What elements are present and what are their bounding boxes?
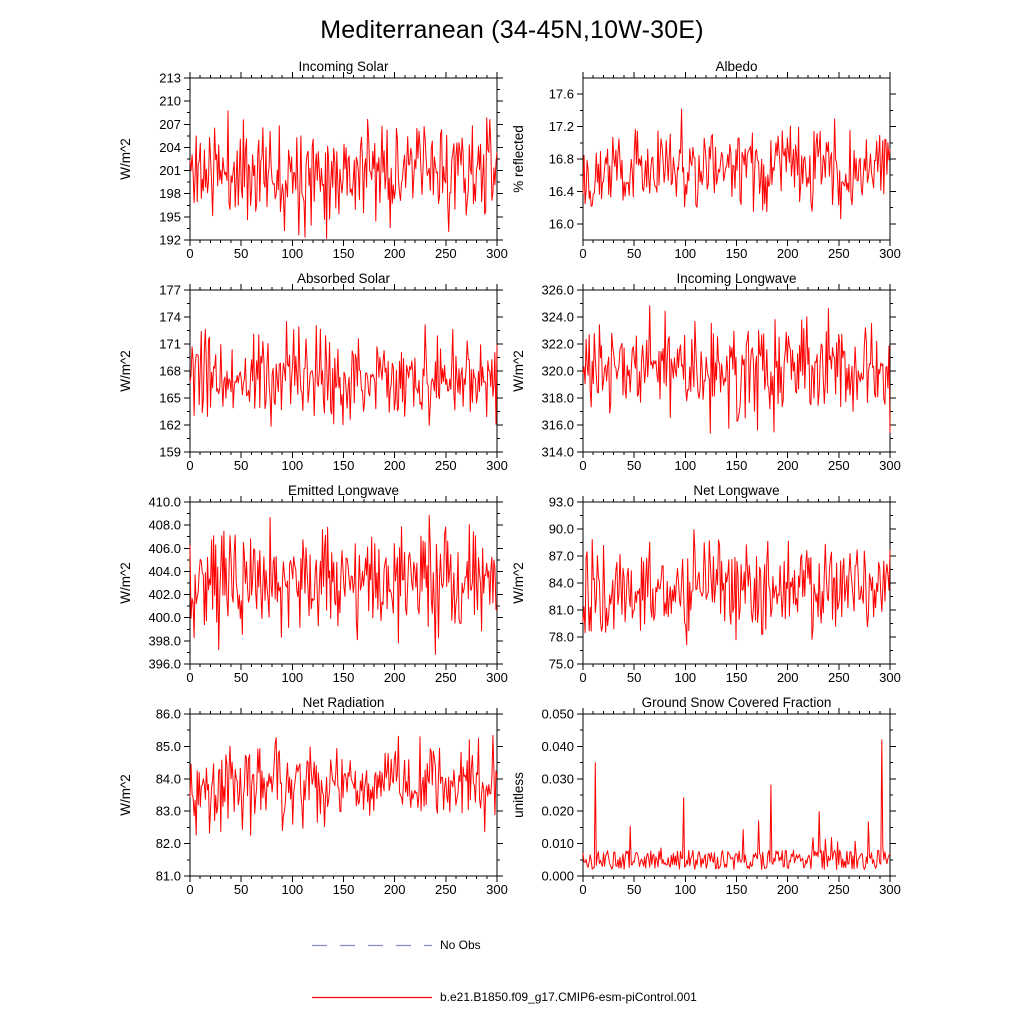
panel-absorbed-solar [112,270,527,482]
svg-text:410.0: 410.0 [148,494,181,510]
panel-title-incoming-longwave: Incoming Longwave [676,271,797,286]
svg-text:0.010: 0.010 [541,836,574,852]
svg-text:84.0: 84.0 [548,575,574,591]
y-axis-label-net-radiation: W/m^2 [118,774,133,816]
y-axis-label-incoming-longwave: W/m^2 [511,350,526,392]
plot-net-longwave [525,494,920,694]
svg-text:16.4: 16.4 [548,183,574,199]
plot-emitted-longwave [132,494,527,694]
plot-snow-fraction [525,706,920,906]
panel-title-absorbed-solar: Absorbed Solar [296,271,391,286]
figure-title: Mediterranean (34-45N,10W-30E) [320,16,704,44]
panel-incoming-longwave [505,270,920,482]
panel-incoming-solar [112,58,527,270]
panel-title-net-radiation: Net Radiation [302,695,385,710]
svg-text:100: 100 [281,246,304,261]
panel-title-snow-fraction: Ground Snow Covered Fraction [641,695,832,710]
svg-text:162: 162 [159,417,181,433]
svg-text:201: 201 [159,163,181,179]
svg-text:100: 100 [674,246,697,261]
svg-text:320.0: 320.0 [541,363,574,379]
svg-text:204: 204 [159,139,181,155]
svg-text:250: 250 [434,246,457,261]
svg-text:93.0: 93.0 [548,494,574,510]
svg-text:0: 0 [186,670,194,685]
svg-text:300: 300 [879,458,901,473]
svg-text:150: 150 [725,246,748,261]
svg-text:86.0: 86.0 [155,706,181,722]
svg-text:150: 150 [725,670,748,685]
svg-text:81.0: 81.0 [155,868,181,884]
legend-model [312,990,697,1004]
svg-text:195: 195 [159,209,181,225]
svg-text:50: 50 [233,246,249,261]
y-axis-label-absorbed-solar: W/m^2 [118,350,133,392]
svg-text:50: 50 [233,458,249,473]
svg-text:324.0: 324.0 [541,309,574,325]
svg-text:200: 200 [776,246,799,261]
svg-text:250: 250 [827,246,850,261]
svg-text:50: 50 [233,882,249,897]
svg-text:198: 198 [159,186,181,202]
legend-no-obs [312,938,481,952]
svg-text:250: 250 [434,882,457,897]
svg-text:200: 200 [383,670,406,685]
legend-model-label: b.e21.B1850.f09_g17.CMIP6-esm-piControl.001 [440,990,697,1004]
svg-text:100: 100 [281,882,304,897]
svg-text:150: 150 [332,458,355,473]
svg-text:17.6: 17.6 [548,86,574,102]
svg-text:250: 250 [434,670,457,685]
plot-incoming-longwave [525,282,920,482]
svg-text:90.0: 90.0 [548,521,574,537]
svg-text:75.0: 75.0 [548,656,574,672]
svg-text:165: 165 [159,390,181,406]
svg-text:0: 0 [579,246,587,261]
svg-text:0.020: 0.020 [541,803,574,819]
svg-text:213: 213 [159,70,181,86]
svg-text:316.0: 316.0 [541,417,574,433]
svg-text:177: 177 [159,282,181,298]
svg-text:17.2: 17.2 [548,119,574,135]
svg-text:0.000: 0.000 [541,868,574,884]
legend-no-obs-label: No Obs [440,938,481,952]
svg-text:16.8: 16.8 [548,151,574,167]
svg-text:150: 150 [725,458,748,473]
svg-text:210: 210 [159,93,181,109]
panel-emitted-longwave [112,482,527,694]
svg-text:100: 100 [674,458,697,473]
svg-text:250: 250 [827,458,850,473]
svg-text:150: 150 [332,246,355,261]
svg-text:200: 200 [383,882,406,897]
svg-text:0: 0 [186,882,194,897]
svg-text:50: 50 [626,458,642,473]
svg-text:0.050: 0.050 [541,706,574,722]
y-axis-label-emitted-longwave: W/m^2 [118,562,133,604]
svg-text:85.0: 85.0 [155,738,181,754]
panel-snow-fraction [505,694,920,906]
svg-text:100: 100 [674,670,697,685]
svg-text:200: 200 [776,458,799,473]
svg-text:318.0: 318.0 [541,390,574,406]
model-line-swatch [312,993,432,1002]
svg-text:0: 0 [186,458,194,473]
svg-text:50: 50 [626,670,642,685]
svg-text:192: 192 [159,232,181,248]
y-axis-label-net-longwave: W/m^2 [511,562,526,604]
svg-text:300: 300 [879,670,901,685]
svg-text:159: 159 [159,444,181,460]
svg-text:87.0: 87.0 [548,548,574,564]
svg-text:250: 250 [827,882,850,897]
svg-text:81.0: 81.0 [548,602,574,618]
panel-title-albedo: Albedo [715,59,758,74]
svg-text:50: 50 [626,246,642,261]
svg-text:150: 150 [725,882,748,897]
svg-text:84.0: 84.0 [155,771,181,787]
svg-text:250: 250 [827,670,850,685]
svg-text:300: 300 [879,246,901,261]
svg-text:50: 50 [233,670,249,685]
svg-text:322.0: 322.0 [541,336,574,352]
y-axis-label-snow-fraction: unitless [511,772,526,818]
svg-text:150: 150 [332,670,355,685]
y-axis-label-incoming-solar: W/m^2 [118,138,133,180]
y-axis-label-albedo: % reflected [511,125,526,193]
svg-text:400.0: 400.0 [148,610,181,626]
svg-text:300: 300 [486,246,508,261]
svg-text:100: 100 [281,458,304,473]
svg-text:207: 207 [159,116,181,132]
svg-text:200: 200 [776,882,799,897]
svg-text:300: 300 [486,458,508,473]
no-obs-line-swatch [312,941,432,950]
plot-absorbed-solar [132,282,527,482]
svg-text:396.0: 396.0 [148,656,181,672]
svg-text:200: 200 [776,670,799,685]
svg-text:404.0: 404.0 [148,563,181,579]
panel-albedo [505,58,920,270]
svg-text:0.040: 0.040 [541,738,574,754]
plot-net-radiation [132,706,527,906]
svg-text:200: 200 [383,246,406,261]
svg-text:50: 50 [626,882,642,897]
svg-text:300: 300 [879,882,901,897]
svg-text:0: 0 [579,670,587,685]
panel-net-radiation [112,694,527,906]
svg-text:200: 200 [383,458,406,473]
svg-text:250: 250 [434,458,457,473]
svg-text:408.0: 408.0 [148,517,181,533]
svg-text:398.0: 398.0 [148,633,181,649]
svg-text:171: 171 [159,336,181,352]
svg-text:78.0: 78.0 [548,629,574,645]
plot-incoming-solar [132,70,527,270]
svg-text:300: 300 [486,882,508,897]
svg-text:326.0: 326.0 [541,282,574,298]
svg-text:0: 0 [579,458,587,473]
panel-title-net-longwave: Net Longwave [693,483,780,498]
svg-text:82.0: 82.0 [155,836,181,852]
panel-title-incoming-solar: Incoming Solar [298,59,389,74]
svg-text:406.0: 406.0 [148,540,181,556]
svg-text:100: 100 [281,670,304,685]
svg-text:100: 100 [674,882,697,897]
svg-text:402.0: 402.0 [148,587,181,603]
panel-title-emitted-longwave: Emitted Longwave [287,483,400,498]
svg-text:150: 150 [332,882,355,897]
svg-text:0: 0 [186,246,194,261]
panel-net-longwave [505,482,920,694]
plot-albedo [525,74,920,270]
svg-text:16.0: 16.0 [548,216,574,232]
svg-text:0.030: 0.030 [541,771,574,787]
svg-text:168: 168 [159,363,181,379]
svg-text:0: 0 [579,882,587,897]
svg-text:314.0: 314.0 [541,444,574,460]
svg-text:174: 174 [159,309,181,325]
svg-text:300: 300 [486,670,508,685]
svg-text:83.0: 83.0 [155,803,181,819]
